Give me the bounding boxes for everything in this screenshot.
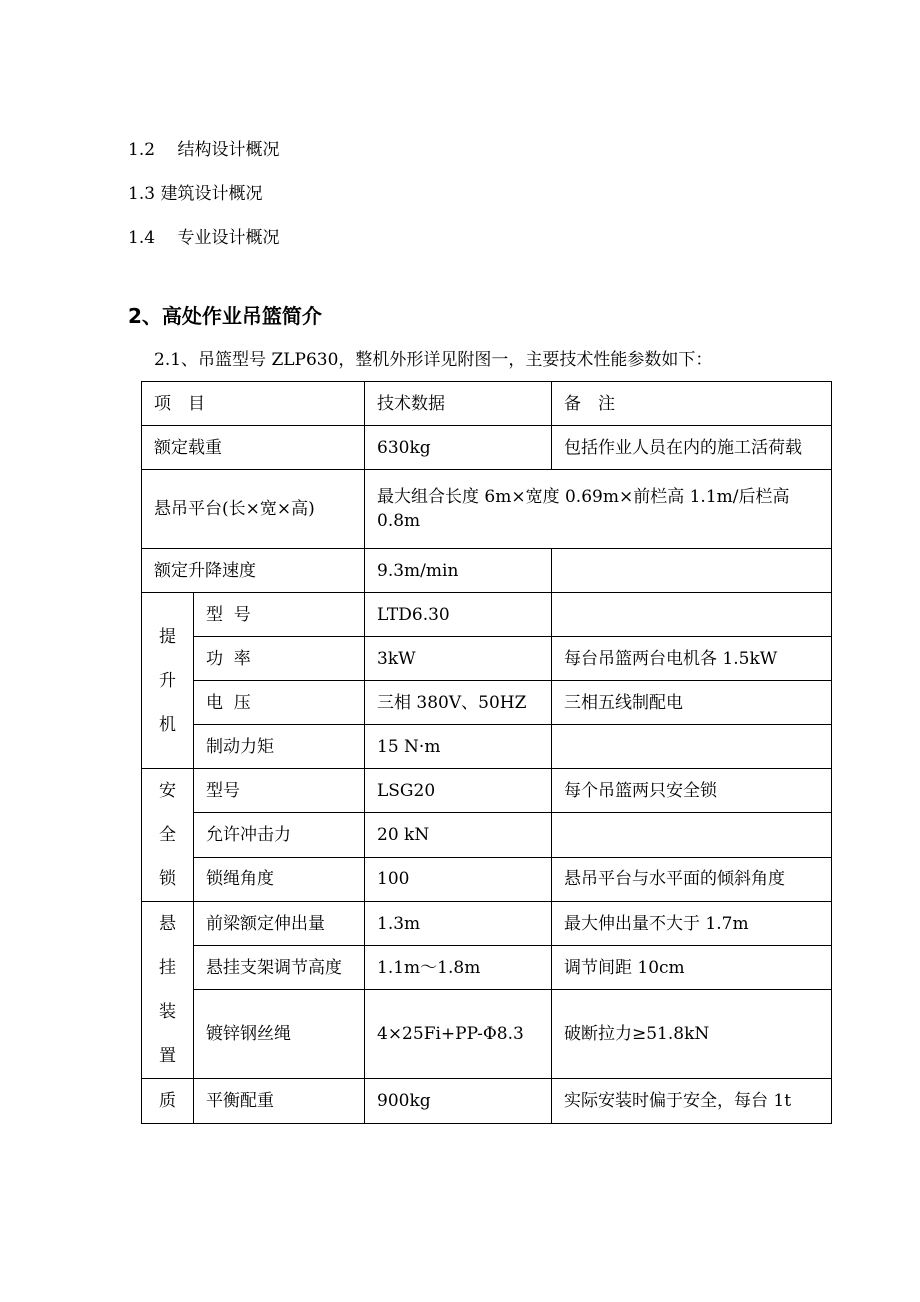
cell-item: 功 率 [194, 637, 365, 681]
group-label-suspension: 悬 挂 装 置 [142, 902, 194, 1079]
group-label-safety-lock: 安 全 锁 [142, 769, 194, 902]
cell-note: 每台吊篮两台电机各 1.5kW [552, 637, 832, 681]
table-row [142, 637, 832, 681]
table-row [142, 902, 832, 946]
cell-note: 包括作业人员在内的施工活荷载 [552, 426, 832, 470]
cell-data: LTD6.30 [365, 593, 552, 637]
group-label-hoist: 提 升 机 [142, 593, 194, 769]
cell-note: 三相五线制配电 [552, 681, 832, 725]
table-row [142, 769, 832, 813]
cell-note: 悬吊平台与水平面的倾斜角度 [552, 857, 832, 901]
toc-item-1-4: 1.4 专业设计概况 [128, 228, 280, 248]
header-item: 项 目 [142, 382, 365, 426]
table-row [142, 593, 832, 637]
cell-note [552, 549, 832, 593]
cell-item: 锁绳角度 [194, 857, 365, 901]
cell-note [552, 725, 832, 769]
cell-note: 最大伸出量不大于 1.7m [552, 902, 832, 946]
cell-data: 最大组合长度 6m×宽度 0.69m×前栏高 1.1m/后栏高 0.8m [365, 470, 832, 549]
cell-item: 悬吊平台(长×宽×高) [142, 470, 365, 549]
section-intro: 2.1、吊篮型号 ZLP630，整机外形详见附图一，主要技术性能参数如下： [154, 350, 713, 370]
cell-note: 每个吊篮两只安全锁 [552, 769, 832, 813]
cell-note: 破断拉力≥51.8kN [552, 990, 832, 1079]
cell-item: 型 号 [194, 593, 365, 637]
table-row [142, 1079, 832, 1124]
toc-item-1-3: 1.3 建筑设计概况 [128, 184, 263, 204]
table-row [142, 813, 832, 857]
table-row [142, 946, 832, 990]
cell-note: 实际安装时偏于安全，每台 1t [552, 1079, 832, 1124]
group-label-mass: 质 [142, 1079, 194, 1124]
header-data: 技术数据 [365, 382, 552, 426]
cell-data: 630kg [365, 426, 552, 470]
table-header-row [142, 382, 832, 426]
cell-data: 9.3m/min [365, 549, 552, 593]
cell-item: 镀锌钢丝绳 [194, 990, 365, 1079]
table-row [142, 857, 832, 901]
cell-data: 100 [365, 857, 552, 901]
cell-note: 调节间距 10cm [552, 946, 832, 990]
toc-item-1-2: 1.2 结构设计概况 [128, 140, 280, 160]
section-heading: 2、高处作业吊篮简介 [128, 304, 322, 328]
cell-data: 1.1m～1.8m [365, 946, 552, 990]
cell-data: 20 kN [365, 813, 552, 857]
cell-data: 三相 380V、50HZ [365, 681, 552, 725]
cell-item: 平衡配重 [194, 1079, 365, 1124]
cell-item: 电 压 [194, 681, 365, 725]
cell-item: 允许冲击力 [194, 813, 365, 857]
cell-item: 制动力矩 [194, 725, 365, 769]
cell-data: 1.3m [365, 902, 552, 946]
table-row [142, 725, 832, 769]
header-note: 备 注 [552, 382, 832, 426]
cell-item: 型号 [194, 769, 365, 813]
cell-note [552, 593, 832, 637]
table-row [142, 990, 832, 1079]
cell-data: 15 N·m [365, 725, 552, 769]
spec-table [141, 381, 832, 1124]
cell-data: 3kW [365, 637, 552, 681]
cell-item: 悬挂支架调节高度 [194, 946, 365, 990]
table-row [142, 549, 832, 593]
cell-data: 4×25Fi+PP-Φ8.3 [365, 990, 552, 1079]
table-row [142, 426, 832, 470]
table-row [142, 470, 832, 549]
table-row [142, 681, 832, 725]
cell-note [552, 813, 832, 857]
cell-item: 额定升降速度 [142, 549, 365, 593]
cell-data: 900kg [365, 1079, 552, 1124]
cell-item: 前梁额定伸出量 [194, 902, 365, 946]
cell-item: 额定载重 [142, 426, 365, 470]
cell-data: LSG20 [365, 769, 552, 813]
